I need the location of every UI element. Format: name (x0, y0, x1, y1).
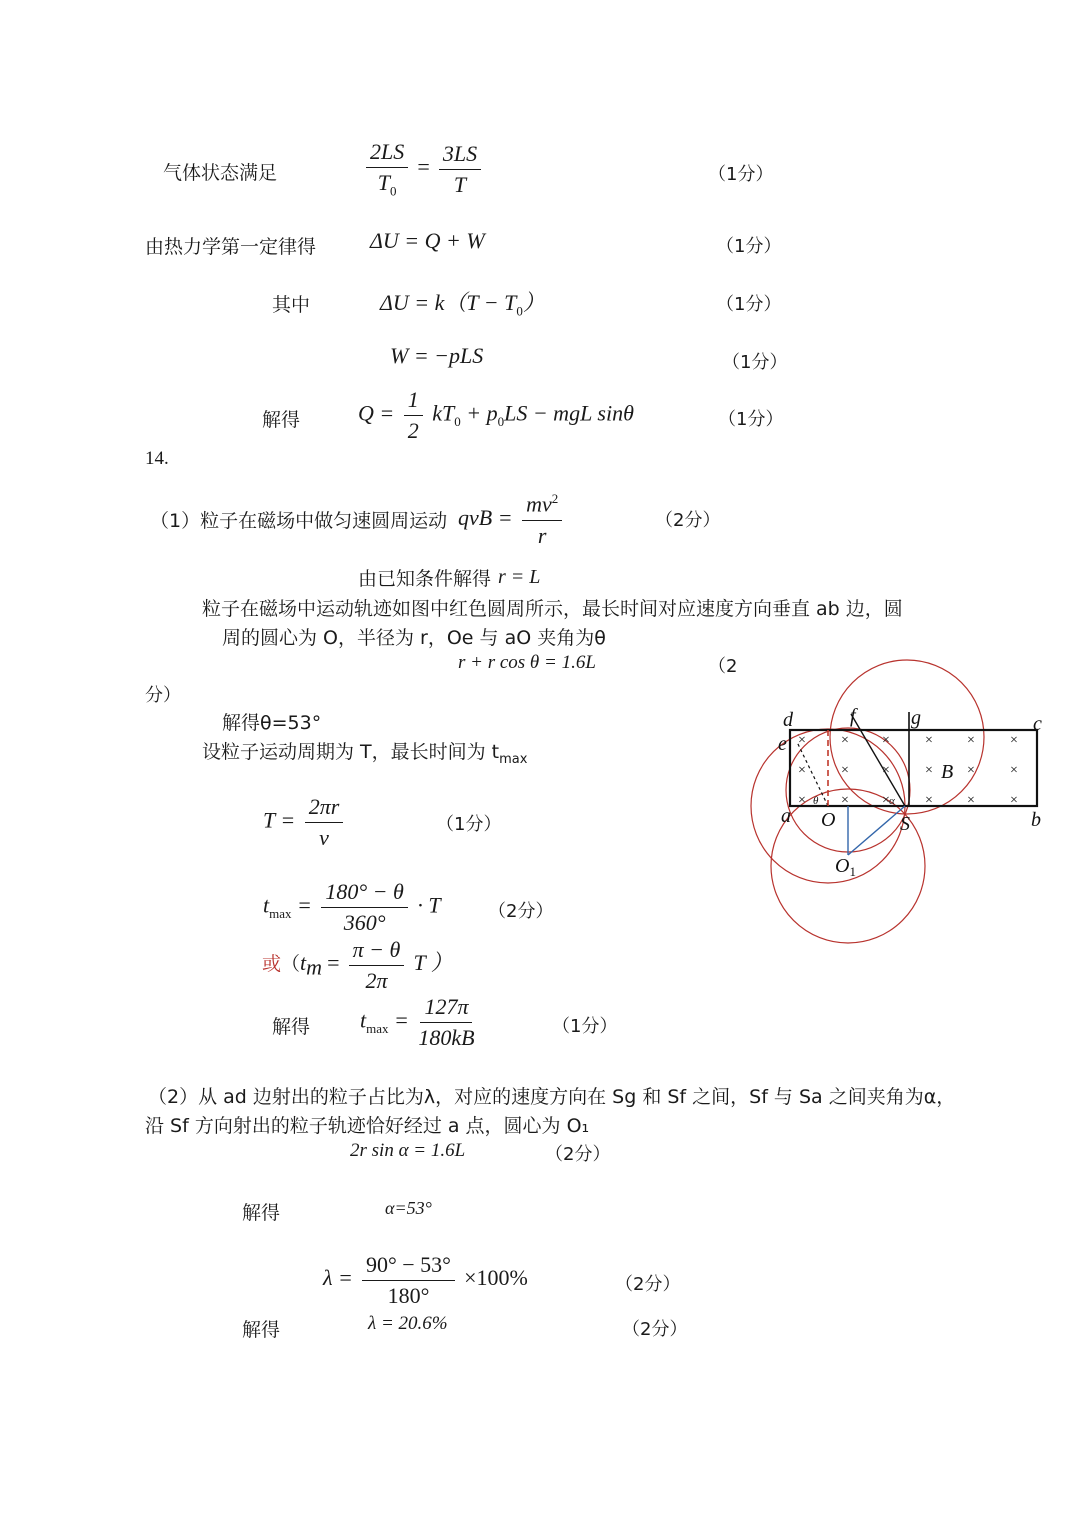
magnetic-field-diagram (745, 650, 1055, 950)
lambda-lhs: λ = (323, 1265, 353, 1291)
period-num: 2πr (305, 795, 344, 823)
solve3-label: 解得 (242, 1202, 281, 1224)
cross: × (1010, 733, 1018, 748)
cross: × (925, 733, 933, 748)
cross: × (925, 763, 933, 778)
part1-theta: 解得θ=53° (222, 712, 322, 734)
tmax-score: （2分） (488, 901, 554, 922)
cross: × (967, 793, 975, 808)
label-b-field: B (941, 761, 954, 783)
cross: × (882, 763, 890, 778)
part1-text2: 周的圆心为 O，半径为 r，Oe 与 aO 夹角为θ (222, 627, 606, 649)
solve1-rest2: + p (460, 400, 498, 426)
solve2-score: （1分） (552, 1016, 618, 1037)
part1-score: （2分） (655, 510, 721, 531)
cross: × (841, 763, 849, 778)
thermo-score: （1分） (716, 236, 782, 257)
cross: × (841, 793, 849, 808)
work-score: （1分） (722, 352, 788, 373)
part1-lhs: qvB = (458, 504, 513, 530)
cross: × (882, 793, 890, 808)
solve2-num: 127π (420, 995, 472, 1023)
solve4-label: 解得 (242, 1319, 281, 1341)
part1-eq2-score-a: （2 (708, 656, 738, 677)
trajectory-circle-upper (830, 660, 984, 814)
label-d: d (783, 709, 793, 731)
gas-frac1-den-sub: 0 (390, 183, 397, 199)
lambda-score: （2分） (615, 1274, 681, 1295)
tmax-den: 360° (343, 910, 386, 936)
label-c: c (1033, 713, 1042, 735)
cross: × (882, 733, 890, 748)
tmax-rest: · T (417, 892, 441, 918)
part1-period-text (202, 737, 527, 767)
lambda-den: 180° (387, 1283, 430, 1309)
where-label: 其中 (272, 294, 311, 316)
part1-num: mv (526, 491, 552, 517)
solve3-eq: α=53° (385, 1198, 432, 1218)
lambda-rest: ×100% (464, 1265, 528, 1291)
cross: × (967, 733, 975, 748)
solve1-equation (358, 388, 634, 443)
label-e: e (778, 733, 787, 755)
question-number: 14. (145, 448, 169, 469)
work-equation: W = −pLS (390, 343, 484, 368)
part1-label: （1）粒子在磁场中做匀速圆周运动 (150, 510, 448, 532)
cross: × (925, 793, 933, 808)
label-b: b (1031, 809, 1041, 831)
solve2-lhs: t (360, 1007, 367, 1033)
solve1-rest2-sub: 0 (497, 414, 505, 430)
where-score: （1分） (716, 294, 782, 315)
field-rectangle (790, 730, 1037, 806)
gas-frac1-den: T (377, 170, 390, 196)
tmax-lhs: t (263, 892, 270, 918)
solve2-eq: = (394, 1007, 409, 1033)
where-eq-main: ΔU = k（T − T (380, 290, 517, 315)
field-crosses (798, 733, 1018, 808)
cross: × (1010, 793, 1018, 808)
lambda-num: 90° − 53° (362, 1253, 455, 1281)
part1-num-sup: 2 (551, 491, 559, 506)
part1-eq2-score-b: 分） (145, 685, 181, 706)
period-score: （1分） (436, 814, 502, 835)
solve1-q: Q = (358, 400, 395, 426)
gas-score: （1分） (708, 164, 774, 185)
alt-equation (262, 938, 453, 993)
label-s: S (900, 813, 910, 835)
alt-or-label: 或 (262, 953, 282, 976)
gas-state-equation: $\frac{2LS}{T_0}$ = $\frac{3LS}{T}$ (362, 140, 485, 199)
cross: × (841, 733, 849, 748)
solve2-den: 180kB (418, 1025, 475, 1051)
trajectory-circles (751, 660, 984, 943)
part1-equation (458, 492, 566, 548)
part1-eq2: r + r cos θ = 1.6L (458, 652, 596, 673)
part2-eq: 2r sin α = 1.6L (350, 1140, 466, 1161)
alt-eq: = (327, 950, 340, 976)
solve1-rest3: LS − mgL sinθ (504, 400, 634, 426)
cross: × (1010, 763, 1018, 778)
gas-frac2-num: 3LS (439, 142, 481, 170)
alt-rest: T ） (413, 950, 453, 976)
gas-frac1-num: 2LS (366, 140, 408, 168)
solve2-equation (360, 995, 479, 1050)
tmax-eq: = (297, 892, 312, 918)
label-g: g (911, 707, 921, 729)
gas-state-label: 气体状态满足 (163, 162, 278, 184)
o1-s-line (848, 806, 905, 855)
alt-num: π − θ (349, 938, 405, 966)
alt-t: t (300, 950, 307, 976)
cross: × (798, 733, 806, 748)
sf-line (851, 714, 905, 806)
solve1-score: （1分） (718, 409, 784, 430)
part1-known-label: 由已知条件解得 (358, 568, 492, 590)
thermo-label: 由热力学第一定律得 (145, 236, 317, 258)
tmax-equation (263, 880, 441, 935)
label-o1-main: O (835, 855, 850, 877)
solve1-frac-num: 1 (404, 388, 423, 416)
label-theta: θ (813, 795, 819, 807)
solve4-eq: λ = 20.6% (368, 1313, 448, 1334)
label-o1 (835, 855, 856, 879)
alt-t-sub: m (306, 954, 323, 980)
part1-period-sub: max (499, 751, 528, 767)
part2-text2: 沿 Sf 方向射出的粒子轨迹恰好经过 a 点，圆心为 O₁ (145, 1115, 590, 1137)
where-eq-end: ） (522, 290, 545, 315)
where-equation (380, 286, 545, 319)
solve1-frac-den: 2 (407, 418, 419, 444)
cross: × (798, 763, 806, 778)
part1-text1: 粒子在磁场中运动轨迹如图中红色圆周所示，最长时间对应速度方向垂直 ab 边，圆 (202, 598, 903, 620)
tmax-lhs-sub: max (269, 906, 292, 922)
period-den: v (319, 825, 329, 851)
cross: × (798, 793, 806, 808)
tmax-num: 180° − θ (321, 880, 407, 908)
solve1-label: 解得 (262, 409, 301, 431)
lambda-equation (323, 1253, 528, 1308)
where-eq-sub: 0 (516, 303, 523, 319)
part1-known-eq: r = L (498, 566, 541, 588)
cross: × (967, 763, 975, 778)
label-a: a (781, 805, 791, 827)
gas-frac2-den: T (453, 171, 467, 197)
period-equation (263, 795, 347, 850)
thermo-equation: ΔU = Q + W (370, 228, 485, 253)
part1-period-main: 设粒子运动周期为 T，最长时间为 t (202, 741, 500, 763)
solve1-rest: kT (432, 400, 455, 426)
alt-open: （ (281, 953, 301, 976)
part2-text1: （2）从 ad 边射出的粒子占比为λ，对应的速度方向在 Sg 和 Sf 之间，Sf 与 Sa 之间夹角为α， (148, 1086, 956, 1108)
solve1-rest-sub: 0 (454, 414, 461, 430)
alt-den: 2π (365, 968, 388, 994)
part1-den: r (537, 522, 547, 548)
label-alpha: α (889, 795, 895, 807)
label-o1-sub: 1 (849, 864, 856, 879)
part2-eq-score: （2分） (545, 1144, 611, 1165)
period-lhs: T = (263, 807, 296, 833)
solve2-label: 解得 (272, 1016, 311, 1038)
label-o: O (821, 809, 836, 831)
solve4-score: （2分） (622, 1319, 688, 1340)
solve2-lhs-sub: max (366, 1021, 389, 1037)
label-f: f (850, 705, 856, 727)
